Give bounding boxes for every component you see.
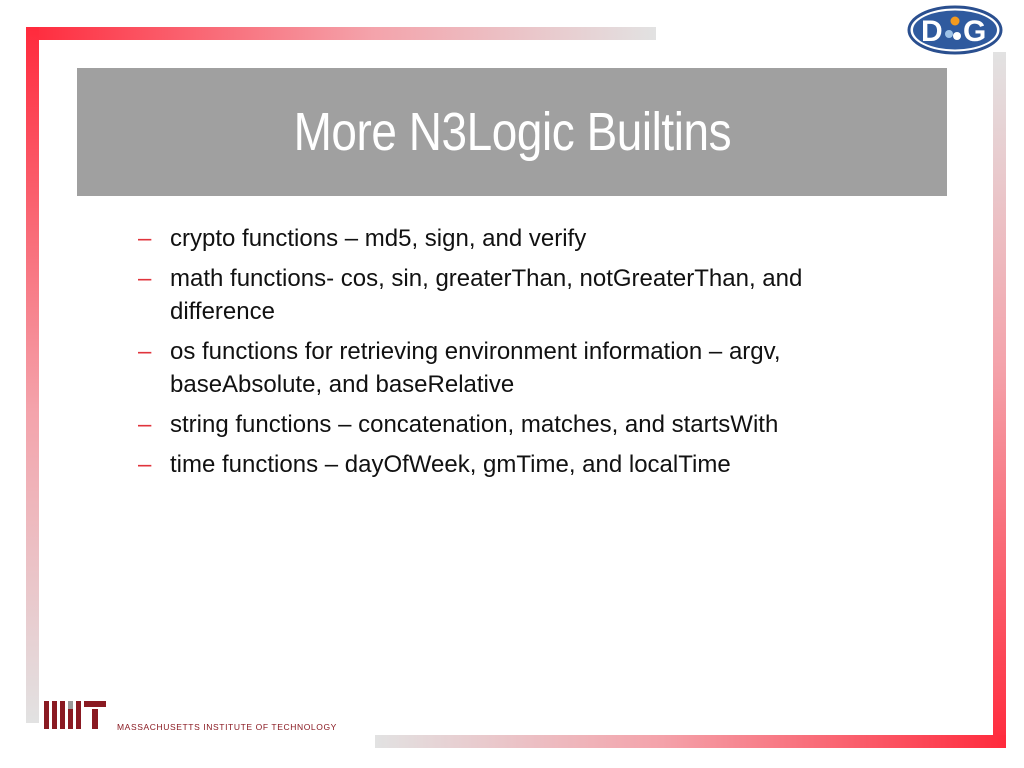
bullet-dash: –: [138, 338, 152, 365]
bullet-text: time functions – dayOfWeek, gmTime, and localTime: [170, 451, 731, 478]
frame-right-bar: [993, 52, 1006, 748]
dig-logo-icon: [907, 5, 1003, 55]
frame-bottom-bar: [375, 735, 1006, 748]
slide-title: More N3Logic Builtins: [293, 102, 731, 162]
bullet-text: math functions- cos, sin, greaterThan, notGreaterThan, and difference: [170, 265, 803, 325]
frame-left-bar: [26, 27, 39, 723]
bullet-item: [138, 448, 858, 481]
bullet-dash: –: [138, 451, 152, 478]
bullet-text: os functions for retrieving environment information – argv, baseAbsolute, and baseRelative: [170, 338, 781, 398]
title-box: [77, 68, 947, 196]
svg-text:G: G: [963, 15, 987, 48]
bullet-text: string functions – concatenation, matches, and startsWith: [170, 411, 779, 438]
bullet-list: [138, 222, 858, 488]
mit-logo-icon: [44, 699, 106, 731]
bullet-item: [138, 408, 858, 441]
mit-caption: MASSACHUSETTS INSTITUTE OF TECHNOLOGY: [117, 722, 337, 732]
bullet-item: [138, 335, 858, 401]
bullet-item: [138, 262, 858, 328]
bullet-dash: –: [138, 411, 152, 438]
bullet-dash: –: [138, 225, 152, 252]
bullet-dash: –: [138, 265, 152, 292]
bullet-item: [138, 222, 858, 255]
svg-text:D: D: [921, 15, 943, 48]
frame-top-bar: [26, 27, 656, 40]
bullet-text: crypto functions – md5, sign, and verify: [170, 225, 587, 252]
